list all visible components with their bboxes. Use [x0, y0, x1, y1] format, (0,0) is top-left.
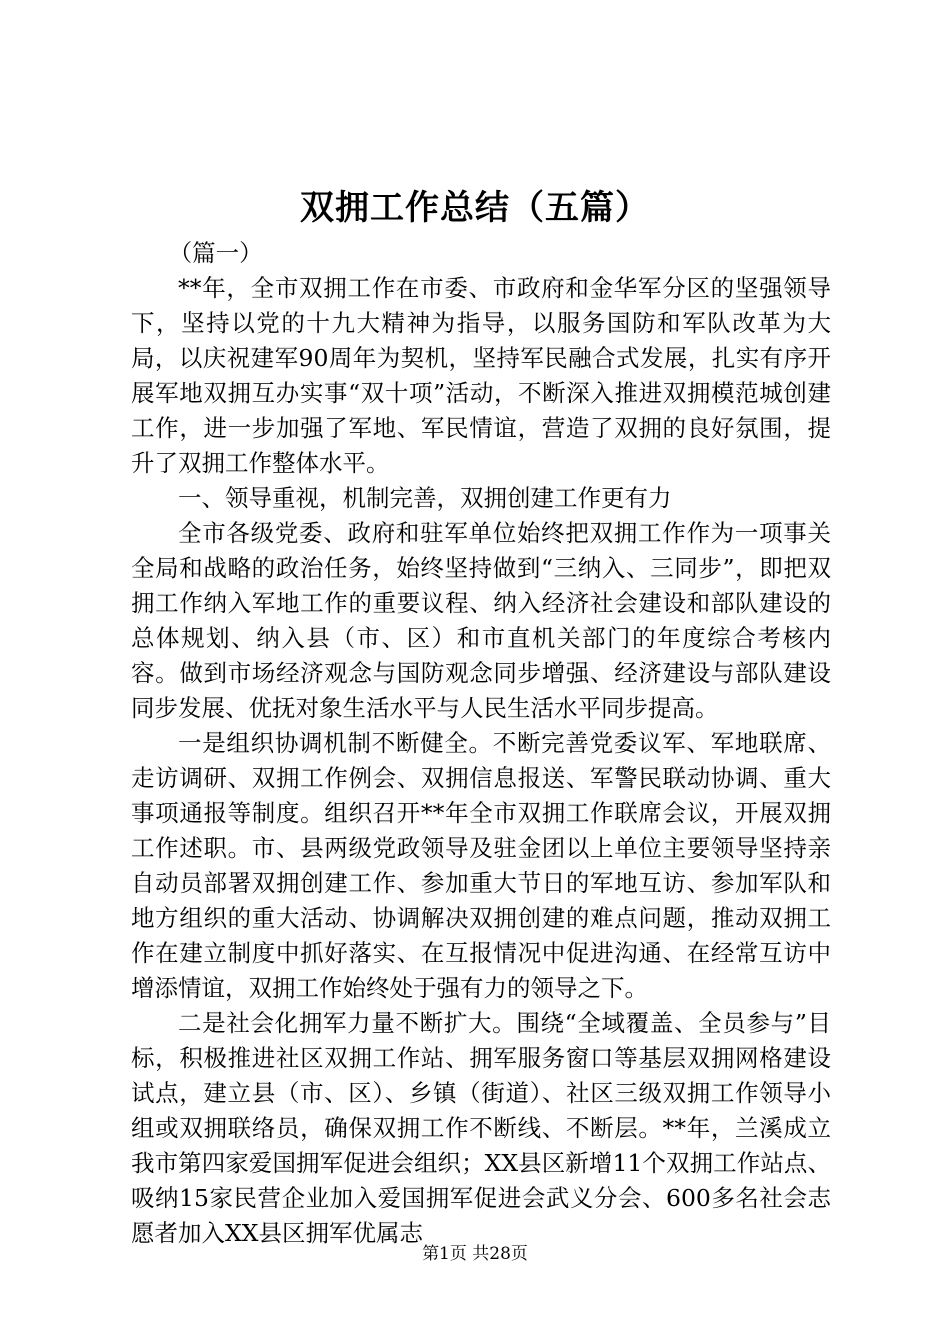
paragraph: 全市各级党委、政府和驻军单位始终把双拥工作作为一项事关全局和战略的政治任务，始终坚持做到“三纳入、三同步”，即把双拥工作纳入军地工作的重要议程、纳入经济社会建设和部队建设的总体规划、纳入县（市、区）和市直机关部门的年度综合考核内容。做到市场经济观念与国防观念同步增强、经济建设与部队建设同步发展、优抚对象生活水平与人民生活水平同步提高。: [131, 519, 831, 722]
document-body: [131, 236, 831, 1251]
chapter-label: （篇一）: [168, 239, 263, 267]
paragraph: 一是组织协调机制不断健全。不断完善党委议军、军地联席、走访调研、双拥工作例会、双拥信息报送、军警民联动协调、重大事项通报等制度。组织召开**年全市双拥工作联席会议，开展双拥工作述职。市、县两级党政领导及驻金团以上单位主要领导坚持亲自动员部署双拥创建工作、参加重大节日的军地互访、参加军队和地方组织的重大活动、协调解决双拥创建的难点问题，推动双拥工作在建立制度中抓好落实、在互报情况中促进沟通、在经常互访中增添情谊，双拥工作始终处于强有力的领导之下。: [131, 729, 831, 1002]
paragraph: 二是社会化拥军力量不断扩大。围绕“全域覆盖、全员参与”目标，积极推进社区双拥工作站、拥军服务窗口等基层双拥网格建设试点，建立县（市、区）、乡镇（街道）、社区三级双拥工作领导小组或双拥联络员，确保双拥工作不断线、不断层。**年，兰溪成立我市第四家爱国拥军促进会组织；XX县区新增11个双拥工作站点、吸纳15家民营企业加入爱国拥军促进会武义分会、600多名社会志愿者加入XX县区拥军优属志: [131, 1009, 831, 1247]
paragraph-intro: **年，全市双拥工作在市委、市政府和金华军分区的坚强领导下，坚持以党的十九大精神为指导，以服务国防和军队改革为大局，以庆祝建军90周年为契机，坚持军民融合式发展，扎实有序开展军地双拥互办实事“双十项”活动，不断深入推进双拥模范城创建工作，进一步加强了军地、军民情谊，营造了双拥的良好氛围，提升了双拥工作整体水平。: [131, 274, 831, 477]
page-footer: 第1页 共28页: [422, 1244, 528, 1264]
document-title: 双拥工作总结（五篇）: [300, 188, 650, 228]
section-heading: 一、领导重视，机制完善，双拥创建工作更有力: [178, 484, 672, 512]
